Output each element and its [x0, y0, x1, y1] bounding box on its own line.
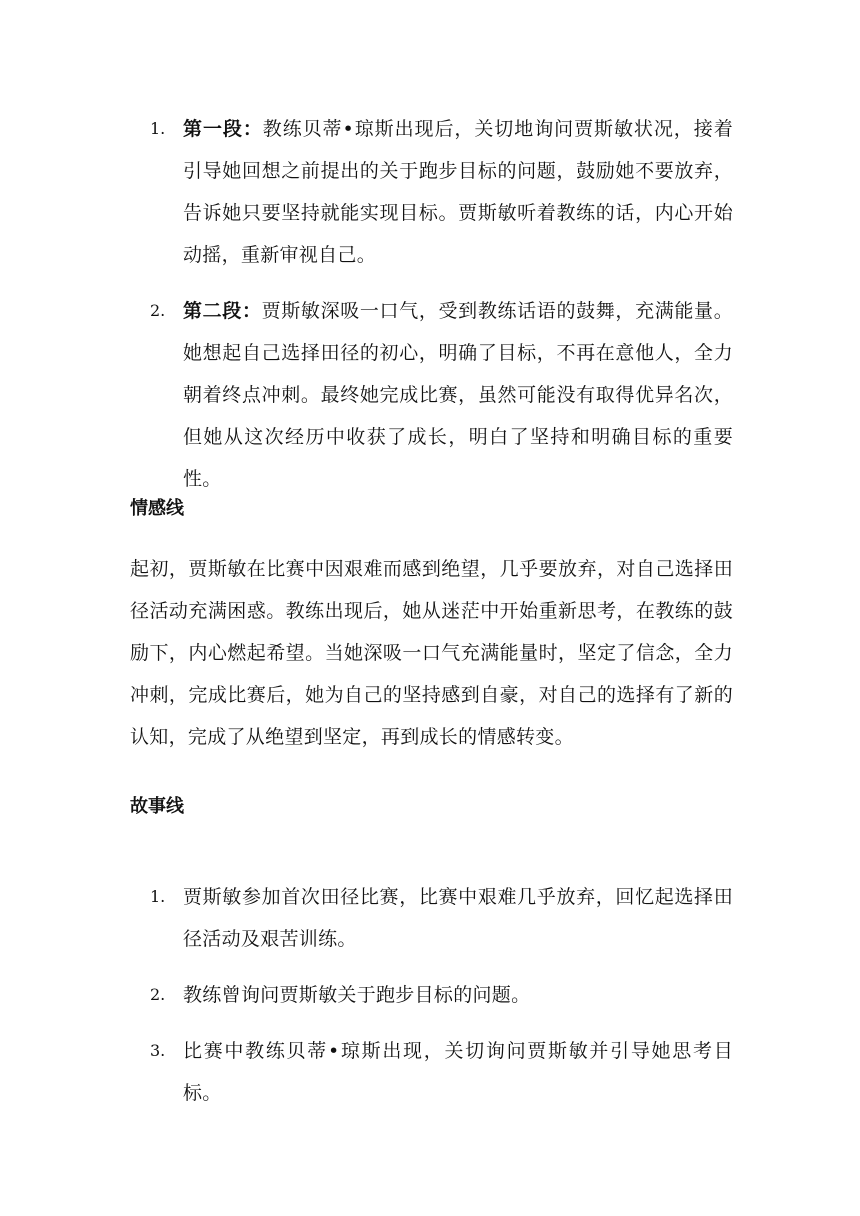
emotion-heading: 情感线 [130, 498, 184, 519]
paragraph-outline-list [0, 108, 860, 500]
list-number: 2. [150, 301, 166, 320]
list-item [0, 108, 860, 276]
list-number: 1. [150, 119, 166, 138]
item-lead: 第二段： [183, 300, 262, 322]
list-number: 2. [150, 985, 166, 1004]
item-text: 贾斯敏深吸一口气，受到教练话语的鼓舞，充满能量。她想起自己选择田径的初心，明确了目标，不再在意他人，全力朝着终点冲刺。最终她完成比赛，虽然可能没有取得优异名次，但她从这次经历中收获了成长，明白了坚持和明确目标的重要性。 [183, 300, 733, 490]
list-number: 3. [150, 1041, 166, 1060]
list-number: 1. [150, 887, 166, 906]
item-lead: 第一段： [183, 118, 263, 140]
list-item-body: 比赛中教练贝蒂•琼斯出现，关切询问贾斯敏并引导她思考目标。 [183, 1040, 733, 1104]
story-list [0, 876, 860, 1114]
story-heading: 故事线 [130, 796, 184, 817]
list-item [0, 974, 860, 1016]
list-item-body: 贾斯敏参加首次田径比赛，比赛中艰难几乎放弃，回忆起选择田径活动及艰苦训练。 [183, 886, 733, 950]
list-item [0, 876, 860, 960]
item-text: 教练贝蒂•琼斯出现后，关切地询问贾斯敏状况，接着引导她回想之前提出的关于跑步目标的问题，鼓励她不要放弃，告诉她只要坚持就能实现目标。贾斯敏听着教练的话，内心开始动摇，重新审视自己。 [183, 118, 733, 266]
list-item-body: 教练曾询问贾斯敏关于跑步目标的问题。 [183, 984, 531, 1006]
list-item-body [183, 108, 733, 276]
list-item [0, 1030, 860, 1114]
list-item-body [183, 290, 733, 500]
emotion-paragraph: 起初，贾斯敏在比赛中因艰难而感到绝望，几乎要放弃，对自己选择田径活动充满困惑。教练出现后，她从迷茫中开始重新思考，在教练的鼓励下，内心燃起希望。当她深吸一口气充满能量时，坚定了信念，全力冲刺，完成比赛后，她为自己的坚持感到自豪，对自己的选择有了新的认知，完成了从绝望到坚定，再到成长的情感转变。 [130, 558, 733, 748]
list-item [0, 290, 860, 500]
